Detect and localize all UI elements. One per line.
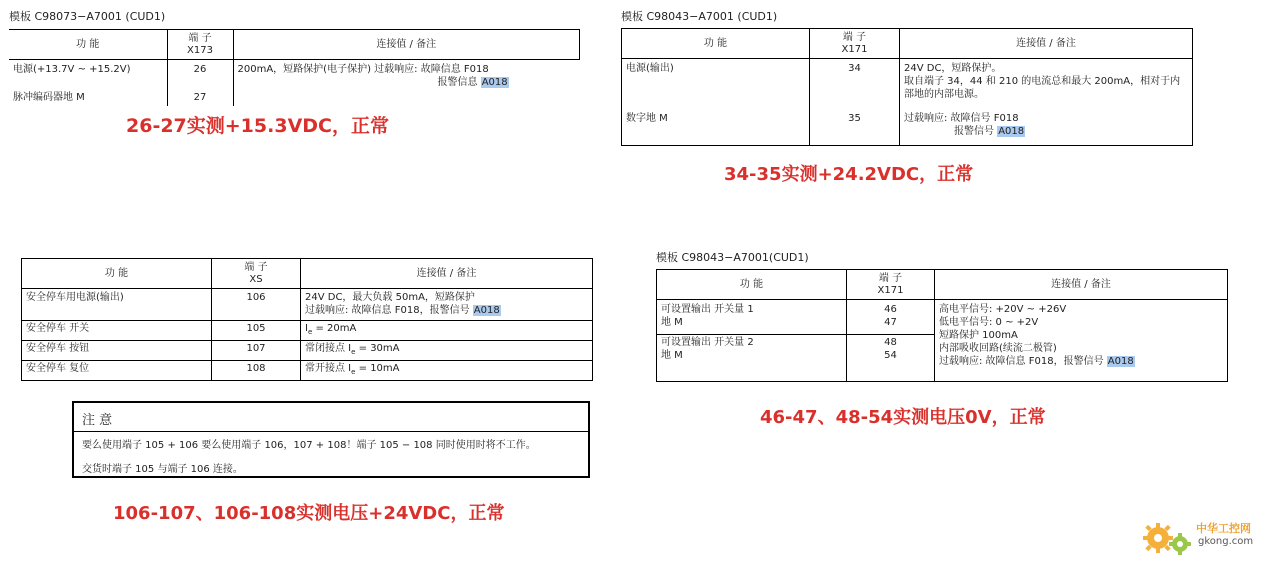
doc3-row1-remark: 24V DC，最大负载 50mA，短路保护 过载响应: 故障信息 F018，报警信号 A018 xyxy=(301,289,593,321)
doc2-title: 模板 C98043−A7001 (CUD1) xyxy=(621,10,778,23)
doc1-table xyxy=(9,29,580,106)
table-row xyxy=(657,300,1228,382)
doc1-row1-terminal: 26 xyxy=(167,60,233,91)
table-row xyxy=(622,59,1193,111)
doc3-table xyxy=(21,258,593,381)
doc3-row4-function: 安全停车 复位 xyxy=(26,363,90,374)
doc3-row3-remark: 常闭接点 $I_e = 30mA$ xyxy=(301,341,593,361)
doc4-header-terminal: 端 子 X171 xyxy=(847,270,935,300)
doc1-header-terminal: 端 子 X173 xyxy=(167,30,233,60)
notice-line-2: 交货时端子 105 与端子 106 连接。 xyxy=(82,464,243,475)
doc2-bottom-rule xyxy=(621,145,1193,146)
doc3-header-function: 功 能 xyxy=(22,259,212,289)
doc2-row2-terminal: 35 xyxy=(810,111,900,145)
doc3-row4-terminal: 108 xyxy=(212,361,301,381)
doc4-title: 模板 C98043−A7001(CUD1) xyxy=(656,251,809,264)
doc2-table xyxy=(621,28,1193,145)
doc2-row1-remark: 24V DC，短路保护。 取自端子 34，44 和 210 的电流总和最大 200mA，相对于内 部地的内部电源。 xyxy=(900,59,1193,111)
doc4-header-remark: 连接值 / 备注 xyxy=(935,270,1228,300)
doc3-row3-terminal: 107 xyxy=(212,341,301,361)
gear-logo-icon xyxy=(1140,514,1196,564)
notice-title: 注 意 xyxy=(74,403,588,432)
doc3-header-terminal: 端 子 XS xyxy=(212,259,301,289)
doc2-row2-remark: 过载响应: 故障信号 F018 报警信号 A018 xyxy=(900,111,1193,145)
doc2-header-remark: 连接值 / 备注 xyxy=(900,29,1193,59)
doc3-row2-function: 安全停车 开关 xyxy=(22,321,212,341)
doc2-row1-function: 电源(输出) xyxy=(626,63,674,74)
doc3-row4-remark: 常开接点 $I_e = 10mA$ xyxy=(301,361,593,381)
doc2-measurement-note: 34-35实测+24.2VDC，正常 xyxy=(724,164,974,185)
doc4-group1-terminals: 46 47 xyxy=(847,300,934,335)
doc1-row2-function: 脉冲编码器地 M xyxy=(13,92,85,103)
doc3-row1-terminal: 106 xyxy=(212,289,301,321)
doc1-header-remark: 连接值 / 备注 xyxy=(233,30,580,60)
notice-box xyxy=(72,401,590,478)
gkong-watermark xyxy=(1140,514,1272,564)
doc3-header-remark: 连接值 / 备注 xyxy=(301,259,593,289)
alarm-code-highlight: A018 xyxy=(998,125,1025,137)
doc1-row1-remark: 200mA，短路保护(电子保护) 过载响应: 故障信息 F018 报警信息 A018 xyxy=(233,60,580,91)
doc2-row2-function: 数字地 M xyxy=(626,112,668,124)
table-row xyxy=(9,90,580,106)
doc4-measurement-note: 46-47、48-54实测电压0V，正常 xyxy=(760,407,1046,428)
table-row xyxy=(22,341,593,361)
doc1-measurement-note: 26-27实测+15.3VDC，正常 xyxy=(126,115,389,137)
alarm-code-highlight: A018 xyxy=(473,305,500,316)
table-row xyxy=(22,289,593,321)
doc2-header-terminal: 端 子 X171 xyxy=(810,29,900,59)
doc4-group1-function: 可设置输出 开关量 1 地 M xyxy=(657,300,846,335)
doc4-group2-terminals: 48 54 xyxy=(884,337,897,361)
doc1-header-function: 功 能 xyxy=(9,30,167,60)
doc4-group2-function: 可设置输出 开关量 2 地 M xyxy=(661,337,754,361)
doc1-title: 模板 C98073−A7001 (CUD1) xyxy=(9,10,166,23)
watermark-brand: 中华工控网 xyxy=(1196,522,1251,535)
notice-line-1: 要么使用端子 105 + 106 要么使用端子 106，107 + 108！端子 105 − 108 同时使用时将不工作。 xyxy=(82,440,536,451)
doc1-row1-function: 电源(+13.7V ~ +15.2V) xyxy=(13,64,131,75)
doc3-row3-function: 安全停车 按钮 xyxy=(22,341,212,361)
table-row xyxy=(22,321,593,341)
doc3-measurement-note: 106-107、106-108实测电压+24VDC，正常 xyxy=(113,503,505,524)
doc3-row2-terminal: 105 xyxy=(212,321,301,341)
doc1-row2-terminal: 27 xyxy=(167,90,233,106)
table-row xyxy=(22,361,593,381)
doc3-row2-remark: $I_e = 20mA$ xyxy=(301,321,593,341)
doc4-remark: 高电平信号: +20V ~ +26V 低电平信号: 0 ~ +2V 短路保护 100mA 内部吸收回路(续流二极管) 过载响应: 故障信息 F018，报警信号 A018 xyxy=(935,300,1228,382)
doc2-row1-terminal: 34 xyxy=(810,59,900,111)
doc4-table xyxy=(656,269,1228,382)
table-row xyxy=(9,60,580,91)
doc2-header-function: 功 能 xyxy=(622,29,810,59)
alarm-code-highlight: A018 xyxy=(1107,356,1134,367)
doc4-header-function: 功 能 xyxy=(657,270,847,300)
table-row xyxy=(622,111,1193,145)
watermark-domain: gkong.com xyxy=(1198,536,1254,547)
alarm-code-highlight: A018 xyxy=(481,77,508,88)
doc3-row1-function: 安全停车用电源(输出) xyxy=(22,289,212,321)
